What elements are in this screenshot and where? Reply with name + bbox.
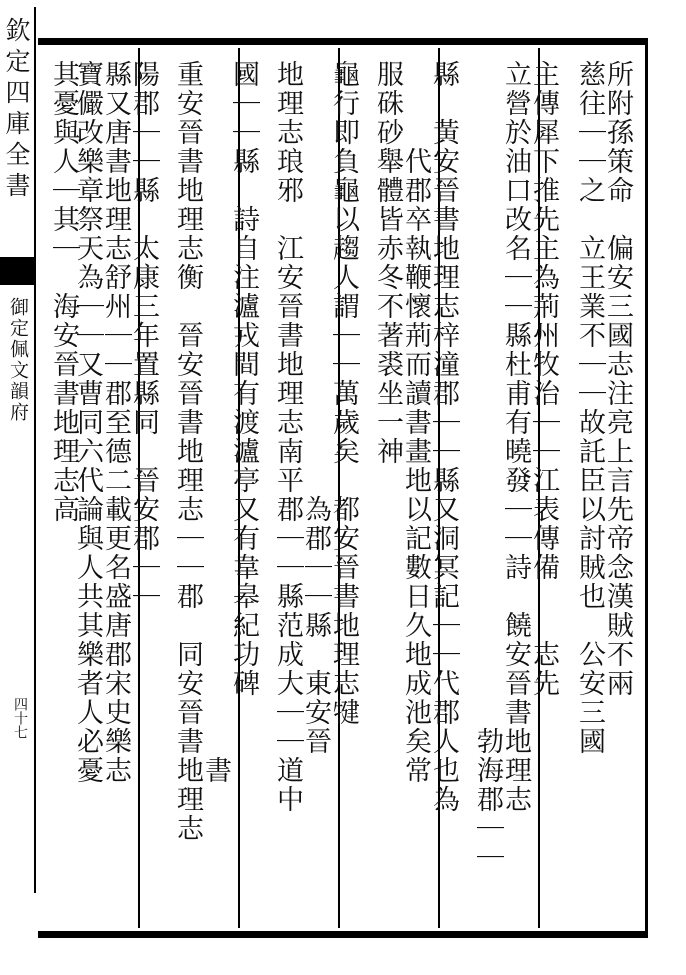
text-column: 重安晉書地理志衡 晉安晉書地理志｜｜郡 同安晉書地理志 — [172, 60, 203, 843]
text-column: 國｜｜縣 詩自注瀘戎間有渡瀘亭又有韋皋紀功碑 — [228, 60, 259, 698]
text-column: 慈往｜｜之 立王業不｜｜故託臣以討賊也 公安三國 — [574, 60, 605, 756]
text-column: 書 — [200, 60, 231, 785]
page-margin — [0, 7, 36, 893]
text-frame — [38, 38, 648, 938]
margin-divider — [34, 7, 36, 893]
text-column: 為郡｜｜縣 東安晉 — [300, 60, 331, 756]
text-column: 縣 黃安晉書地理志梓潼郡｜｜縣又洞冥記｜｜代郡人也為 — [428, 60, 459, 814]
text-column: 其憂與人｜其｜ 海安晉書地理志高 — [48, 60, 79, 524]
text-column: 龜行即負龜以趨人謂｜｜萬歲矣 都安晉書地理志犍 — [328, 60, 359, 727]
bottom-rule — [38, 931, 648, 938]
text-column: 縣又唐書地理志舒州｜｜郡至德二載更名盛唐郡宋史樂志 — [100, 60, 131, 785]
text-column: 陽郡｜｜縣 太康三年置縣同 晉安郡｜｜ — [128, 60, 159, 611]
text-column: 地理志琅邪 江安晉書地理志南平郡｜｜縣范成大｜｜道中 — [272, 60, 303, 814]
right-rule — [645, 38, 648, 938]
margin-book-title: 欽定四庫全書 — [2, 17, 31, 203]
text-column: 立營於油口改名｜｜縣杜甫有曉發｜｜詩 饒安晉書地理志 — [500, 60, 531, 814]
margin-block-mark — [0, 257, 36, 285]
text-column: 服硃砂舉體皆赤冬不著裘坐一神 — [372, 60, 403, 466]
text-column: 所附孫策命 偏安三國志注亮上言先帝念漢賊不兩 — [602, 60, 633, 698]
margin-book-subtitle: 御定佩文韻府 — [7, 297, 29, 423]
text-column: 代郡卒執鞭懷荊而讀書畫地以記數日久地成池矣常 — [400, 60, 431, 785]
text-column: 寶儼改樂章祭天為｜｜又曹同六代論與人共其樂者人必憂 — [72, 60, 103, 785]
top-rule — [38, 38, 648, 45]
text-column: 主傳犀下推先主為荊州牧治｜｜江表傳備 志先 — [528, 60, 559, 698]
text-column: 勃海郡｜｜ — [472, 60, 503, 872]
page-number: 四十七 — [12, 697, 28, 739]
